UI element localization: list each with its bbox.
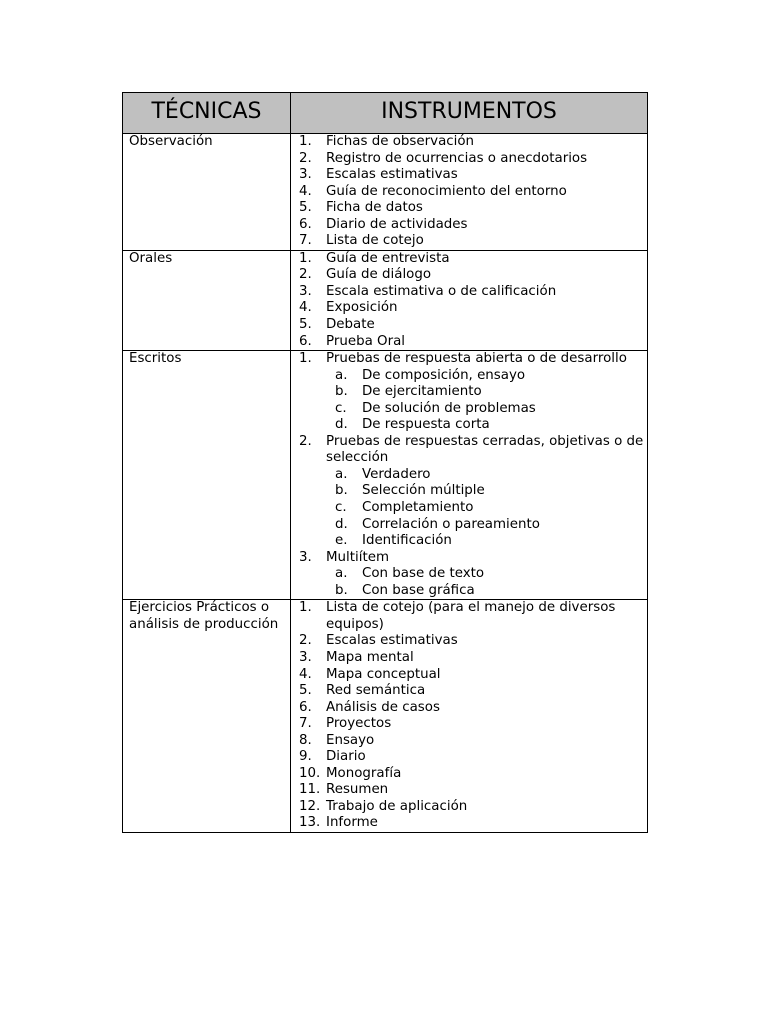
list-item-text: Debate	[326, 317, 375, 333]
list-item-number: 7.	[299, 716, 312, 732]
list-item-text: Guía de diálogo	[326, 267, 432, 283]
list-item	[291, 200, 647, 217]
list-item-number: 4.	[299, 666, 312, 682]
list-item	[291, 317, 647, 334]
sub-list-item	[291, 533, 647, 550]
sub-list-item-text: Verdadero	[362, 466, 431, 482]
sub-list-item-letter: a.	[335, 367, 348, 383]
sub-list-item	[291, 483, 647, 500]
list-item-number: 6.	[299, 333, 312, 349]
list-item-number: 4.	[299, 183, 312, 199]
list-item-number: 2.	[299, 150, 312, 166]
sub-list-item	[291, 566, 647, 583]
list-item-number: 5.	[299, 200, 312, 216]
sub-list-item-text: De respuesta corta	[362, 417, 490, 433]
list-item-number: 6.	[299, 216, 312, 232]
sub-list-item-letter: a.	[335, 566, 348, 582]
list-item-number: 8.	[299, 732, 312, 748]
list-item-text: Mapa conceptual	[326, 666, 441, 682]
list-item	[291, 167, 647, 184]
table-row-escritos	[123, 351, 648, 600]
list-item-number: 7.	[299, 233, 312, 249]
list-item	[291, 434, 647, 550]
list-item	[291, 284, 647, 301]
list-item	[291, 667, 647, 684]
list-item	[291, 815, 647, 832]
list-item	[291, 217, 647, 234]
list-item	[291, 700, 647, 717]
list-item-number: 3.	[299, 167, 312, 183]
list-item	[291, 633, 647, 650]
sub-list-item-letter: c.	[335, 500, 347, 516]
list-item	[291, 251, 647, 268]
list-item-text: Guía de reconocimiento del entorno	[326, 183, 567, 199]
sub-list	[326, 566, 647, 599]
list-item-number: 1.	[299, 250, 312, 266]
table-row-ejercicios	[123, 600, 648, 833]
sub-list	[326, 368, 647, 434]
list-item	[291, 799, 647, 816]
sub-list-item-letter: b.	[335, 582, 348, 598]
list-item-text: Exposición	[326, 300, 398, 316]
list-item	[291, 233, 647, 250]
list-item	[291, 134, 647, 151]
list-item-text: Lista de cotejo	[326, 233, 424, 249]
instrument-list	[291, 351, 647, 599]
list-item	[291, 749, 647, 766]
list-item-number: 2.	[299, 633, 312, 649]
tecnica-cell: Ejercicios Prácticos o análisis de producción	[123, 600, 291, 833]
list-item-text: Lista de cotejo (para el manejo de diversos equipos)	[326, 600, 616, 632]
sub-list-item-text: De ejercitamiento	[362, 384, 482, 400]
table-row-orales	[123, 250, 648, 350]
sub-list-item-letter: c.	[335, 400, 347, 416]
sub-list	[326, 467, 647, 550]
sub-list-item-text: Identificación	[362, 533, 452, 549]
list-item	[291, 267, 647, 284]
list-item-number: 4.	[299, 300, 312, 316]
list-item-text: Ficha de datos	[326, 200, 423, 216]
list-item-number: 1.	[299, 134, 312, 149]
list-item	[291, 151, 647, 168]
list-item-text: Resumen	[326, 782, 389, 798]
sub-list-item-text: Con base de texto	[362, 566, 485, 582]
sub-list-item	[291, 417, 647, 434]
list-item-text: Análisis de casos	[326, 699, 440, 715]
list-item-text: Diario de actividades	[326, 216, 468, 232]
table-row-observacion	[123, 134, 648, 251]
sub-list-item-letter: d.	[335, 417, 348, 433]
sub-list-item	[291, 384, 647, 401]
tecnica-cell: Orales	[123, 250, 291, 350]
instrument-list	[291, 251, 647, 350]
sub-list-item	[291, 401, 647, 418]
list-item-number: 3.	[299, 549, 312, 565]
list-item-text: Ensayo	[326, 732, 375, 748]
list-item-text: Guía de entrevista	[326, 250, 450, 266]
list-item-text: Proyectos	[326, 716, 392, 732]
list-item	[291, 782, 647, 799]
list-item-text: Fichas de observación	[326, 134, 475, 149]
list-item-number: 9.	[299, 749, 312, 765]
list-item-number: 2.	[299, 433, 312, 449]
sub-list-item-letter: b.	[335, 483, 348, 499]
sub-list-item-letter: a.	[335, 466, 348, 482]
header-row	[123, 93, 648, 134]
list-item	[291, 351, 647, 434]
list-item	[291, 650, 647, 667]
list-item	[291, 300, 647, 317]
sub-list-item-text: De composición, ensayo	[362, 367, 526, 383]
instrumentos-cell	[291, 351, 648, 600]
header-tecnicas: TÉCNICAS	[123, 93, 291, 134]
list-item-number: 11.	[299, 782, 321, 798]
list-item-text: Multiítem	[326, 549, 389, 565]
list-item-text: Pruebas de respuesta abierta o de desarrollo	[326, 351, 627, 367]
list-item-text: Escalas estimativas	[326, 167, 458, 183]
list-item	[291, 683, 647, 700]
sub-list-item-text: Selección múltiple	[362, 483, 485, 499]
sub-list-item	[291, 368, 647, 385]
list-item-text: Trabajo de aplicación	[326, 798, 468, 814]
tecnica-cell: Escritos	[123, 351, 291, 600]
list-item-text: Escala estimativa o de calificación	[326, 283, 557, 299]
list-item-text: Red semántica	[326, 683, 426, 699]
list-item-text: Escalas estimativas	[326, 633, 458, 649]
sub-list-item-text: Con base gráfica	[362, 582, 475, 598]
list-item-text: Informe	[326, 815, 378, 831]
header-instrumentos: INSTRUMENTOS	[291, 93, 648, 134]
list-item	[291, 766, 647, 783]
instrumentos-cell	[291, 250, 648, 350]
list-item-text: Diario	[326, 749, 366, 765]
list-item-number: 5.	[299, 683, 312, 699]
sub-list-item-text: Correlación o pareamiento	[362, 516, 540, 532]
list-item-number: 6.	[299, 699, 312, 715]
list-item-text: Monografía	[326, 765, 402, 781]
instrumentos-cell	[291, 134, 648, 251]
sub-list-item	[291, 517, 647, 534]
list-item-number: 13.	[299, 815, 321, 831]
sub-list-item-letter: b.	[335, 384, 348, 400]
instrument-list	[291, 134, 647, 250]
list-item	[291, 184, 647, 201]
list-item-number: 3.	[299, 649, 312, 665]
list-item-number: 5.	[299, 317, 312, 333]
list-item	[291, 550, 647, 600]
list-item-text: Registro de ocurrencias o anecdotarios	[326, 150, 588, 166]
sub-list-item	[291, 583, 647, 600]
list-item-number: 12.	[299, 798, 321, 814]
list-item-text: Mapa mental	[326, 649, 414, 665]
instrumentos-cell	[291, 600, 648, 833]
techniques-table	[122, 92, 648, 833]
list-item-number: 3.	[299, 283, 312, 299]
list-item-number: 2.	[299, 267, 312, 283]
sub-list-item-letter: d.	[335, 516, 348, 532]
list-item	[291, 733, 647, 750]
list-item	[291, 600, 647, 633]
sub-list-item-text: Completamiento	[362, 500, 474, 516]
list-item-number: 10.	[299, 765, 321, 781]
sub-list-item	[291, 467, 647, 484]
list-item-number: 1.	[299, 600, 312, 616]
list-item-text: Pruebas de respuestas cerradas, objetivas o de selección	[326, 433, 644, 466]
sub-list-item-text: De solución de problemas	[362, 400, 536, 416]
sub-list-item-letter: e.	[335, 533, 348, 549]
list-item-number: 1.	[299, 351, 312, 367]
list-item	[291, 334, 647, 351]
instrument-list	[291, 600, 647, 832]
list-item-text: Prueba Oral	[326, 333, 406, 349]
tecnica-cell: Observación	[123, 134, 291, 251]
sub-list-item	[291, 500, 647, 517]
list-item	[291, 716, 647, 733]
